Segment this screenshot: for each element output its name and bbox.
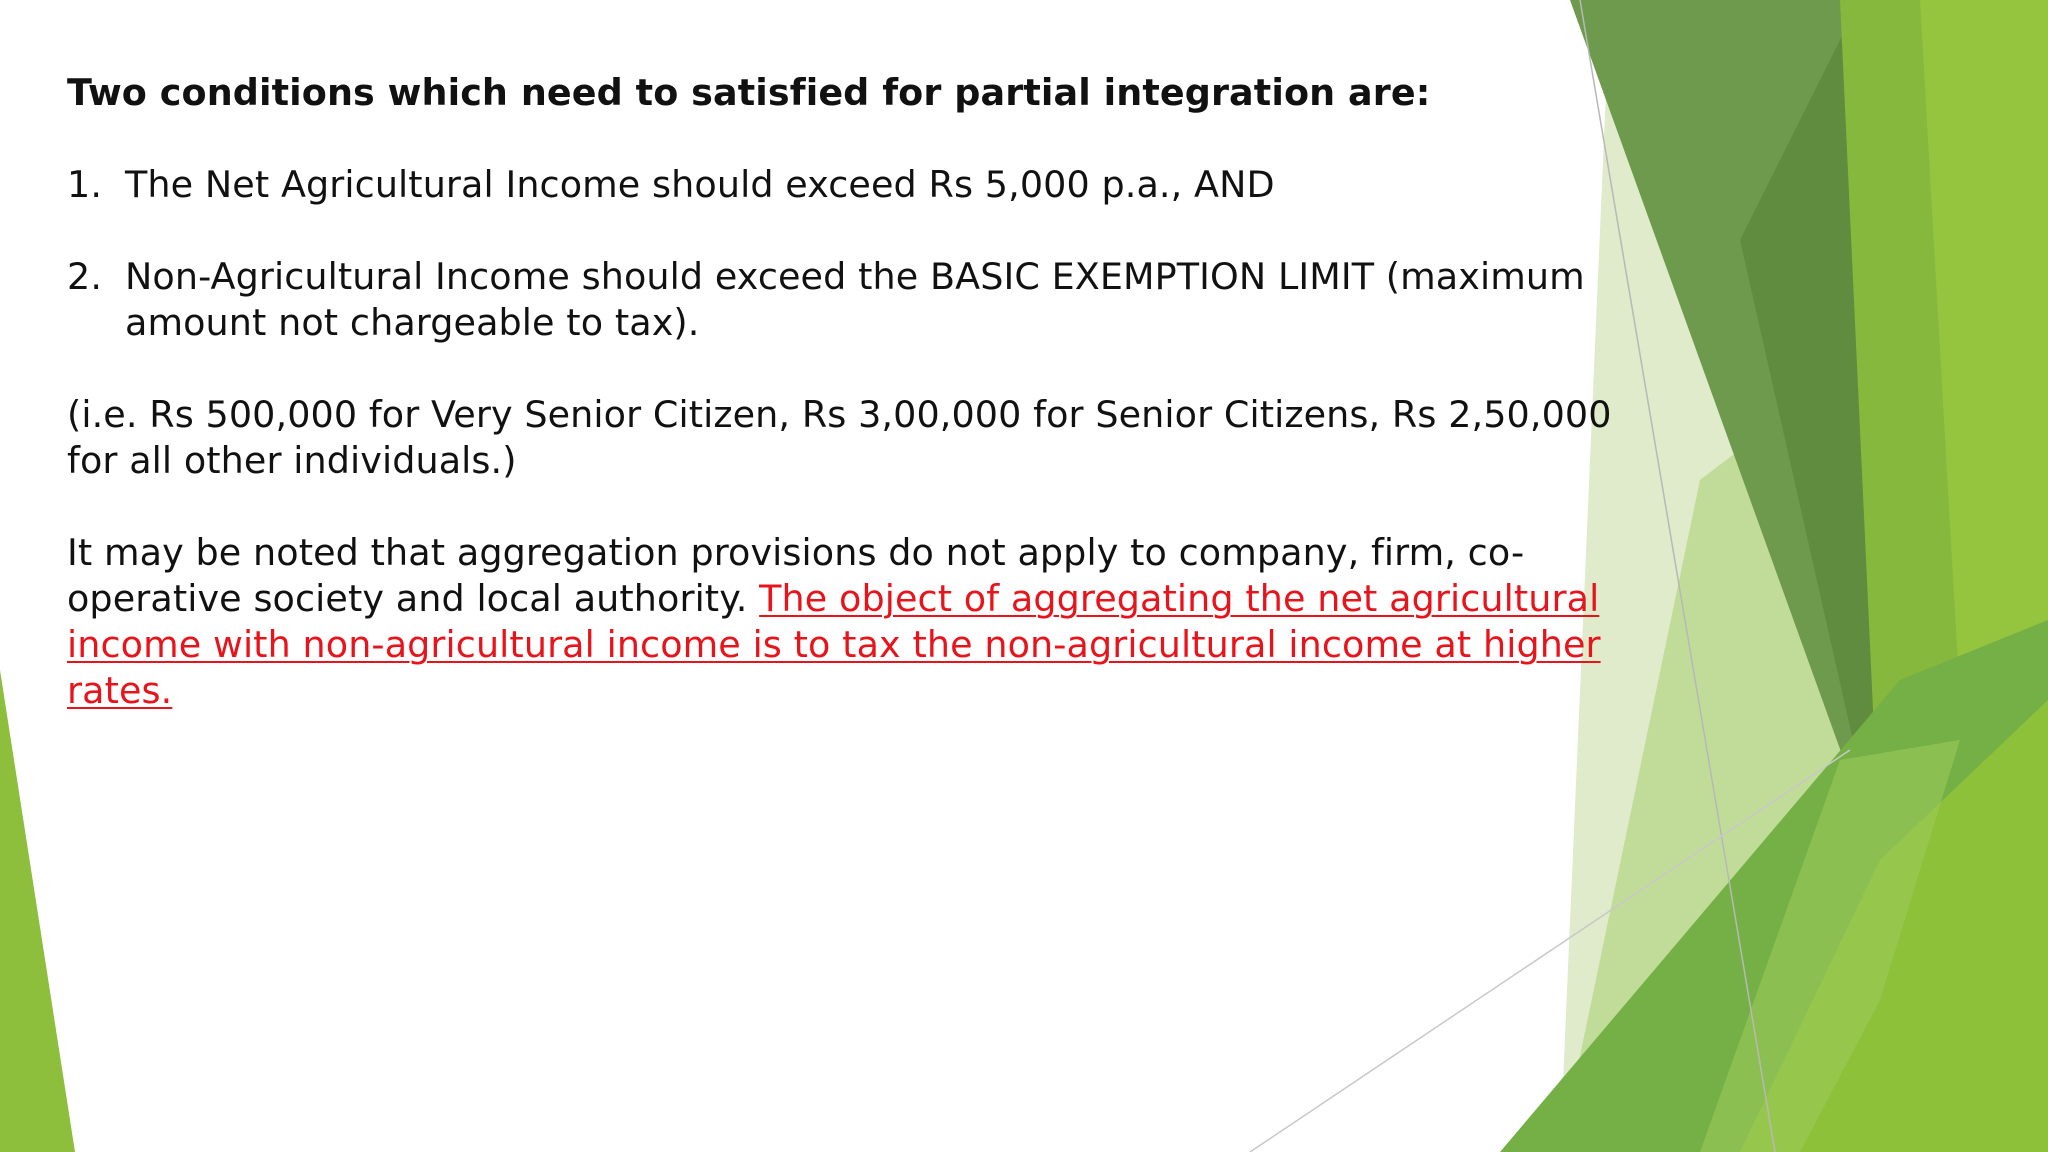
aggregation-paragraph bbox=[67, 530, 1627, 714]
condition-item-2 bbox=[67, 254, 1627, 346]
condition-text: The Net Agricultural Income should exceed Rs 5,000 p.a., AND bbox=[125, 163, 1275, 206]
conditions-list bbox=[67, 162, 1627, 346]
condition-text: Non-Agricultural Income should exceed the BASIC EXEMPTION LIMIT (maximum amount not chargeable to tax). bbox=[125, 255, 1585, 344]
aggregation-note: It may be noted that aggregation provisions do not apply to company, firm, co-operative society and local authority. bbox=[67, 531, 1525, 620]
slide-content bbox=[67, 70, 1627, 714]
condition-number: 2. bbox=[67, 255, 103, 298]
slide-heading: Two conditions which need to satisfied for partial integration are: bbox=[67, 71, 1431, 114]
condition-item-1 bbox=[67, 162, 1627, 208]
exemption-limits-note: (i.e. Rs 500,000 for Very Senior Citizen, Rs 3,00,000 for Senior Citizens, Rs 2,50,000 for all other individuals.) bbox=[67, 393, 1612, 482]
left-accent bbox=[0, 670, 75, 1152]
aggregation-highlight: The object of aggregating the net agricultural income with non-agricultural income is to tax the non-agricultural income at higher rates. bbox=[67, 577, 1601, 712]
condition-number: 1. bbox=[67, 163, 103, 206]
